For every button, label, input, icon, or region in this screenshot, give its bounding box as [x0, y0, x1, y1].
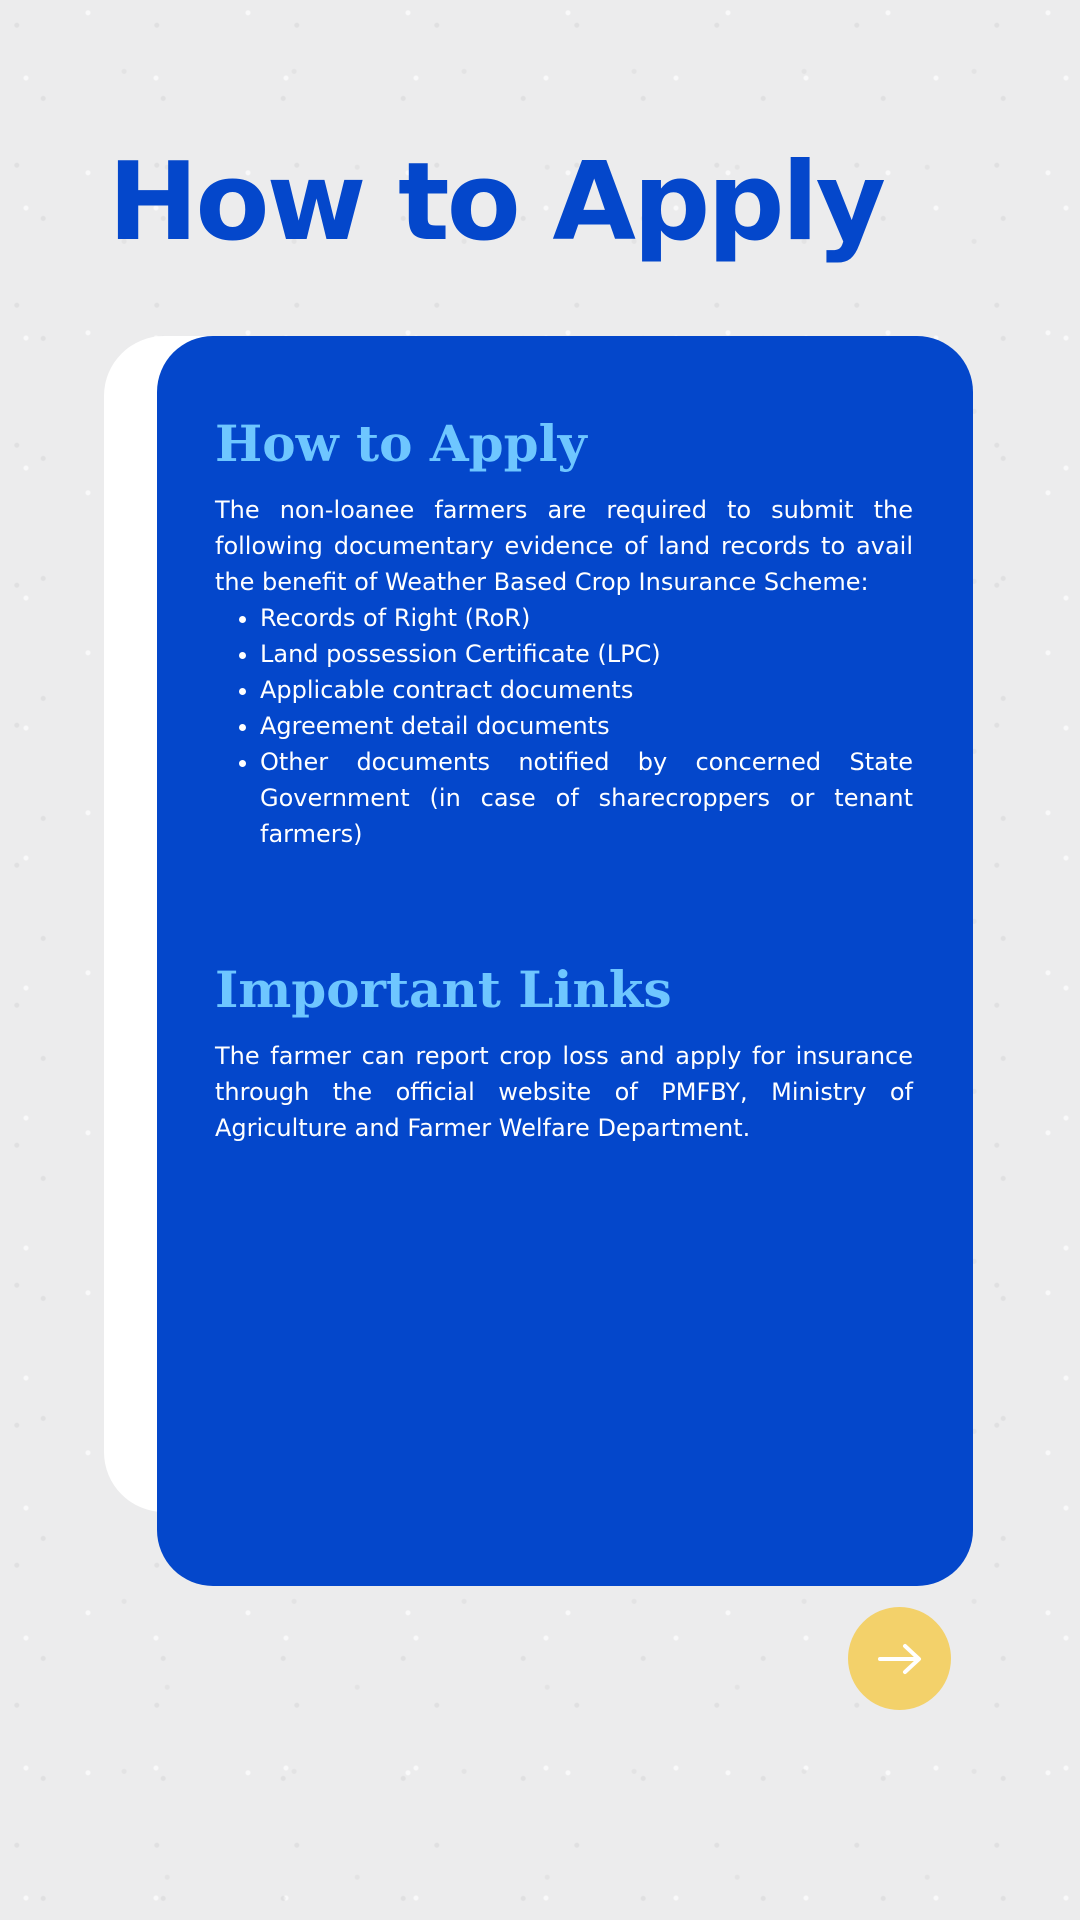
how-to-apply-section — [215, 414, 913, 852]
important-links-section — [215, 960, 913, 1146]
arrow-right-icon — [877, 1643, 923, 1675]
list-item: • Agreement detail documents — [260, 708, 913, 744]
content-card — [157, 336, 973, 1586]
links-body-text: The farmer can report crop loss and apply for insurance through the official website of PMFBY, Ministry of Agriculture and Farmer Welfare Department. — [215, 1042, 913, 1142]
page-title: How to Apply — [108, 140, 884, 265]
section-heading-how-to-apply: How to Apply — [215, 414, 587, 473]
apply-intro-text: The non-loanee farmers are required to submit the following documentary evidence of land records to avail the benefit of Weather Based Crop Insurance Scheme: — [215, 496, 913, 596]
next-button[interactable] — [848, 1607, 951, 1710]
list-item: • Other documents notified by concerned State Government (in case of sharecroppers or tenant farmers) — [260, 744, 913, 852]
list-item: • Land possession Certificate (LPC) — [260, 636, 913, 672]
section-heading-important-links: Important Links — [215, 960, 672, 1019]
documents-list — [215, 600, 913, 852]
list-item: • Records of Right (RoR) — [260, 600, 913, 636]
list-item: • Applicable contract documents — [260, 672, 913, 708]
